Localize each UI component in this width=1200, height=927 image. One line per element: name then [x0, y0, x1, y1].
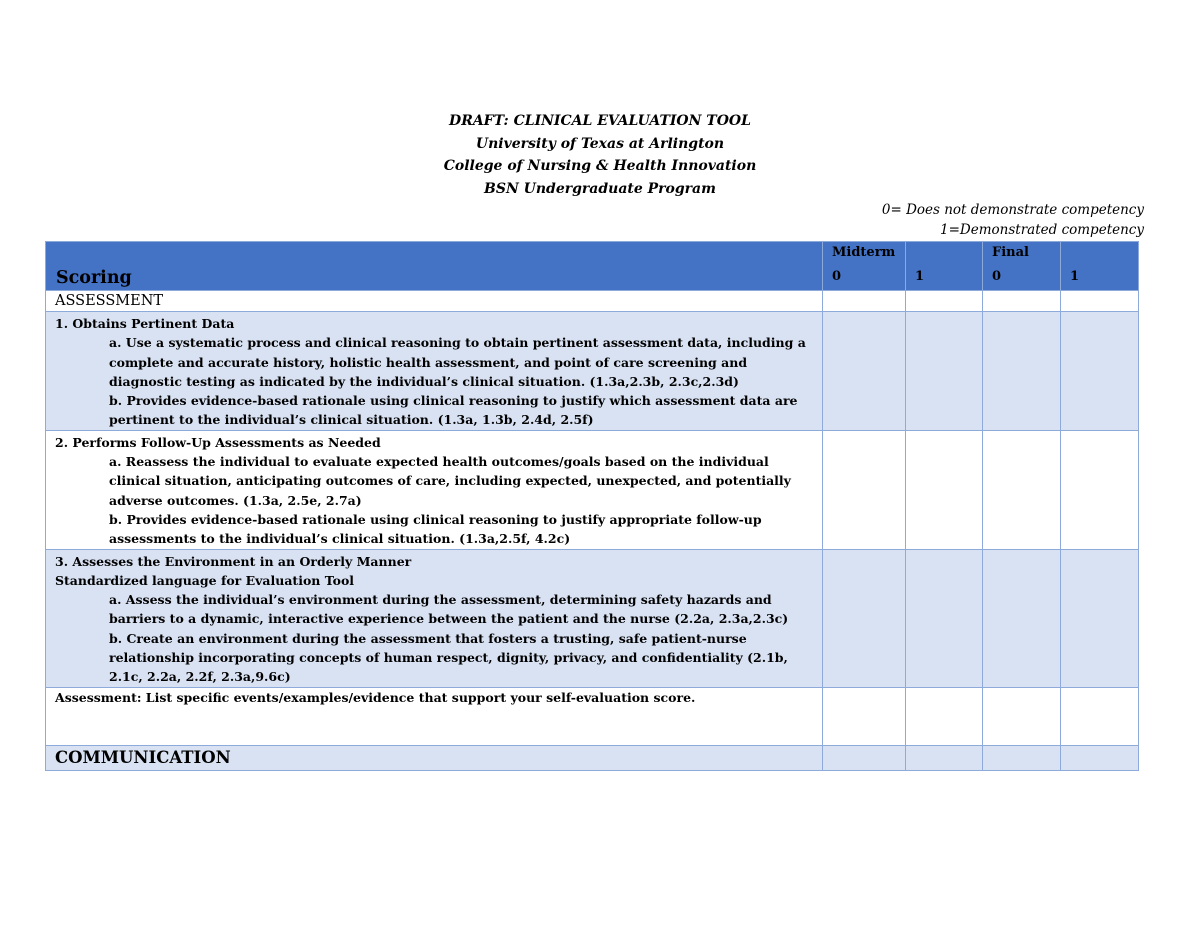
score-cell-midterm-0[interactable] — [823, 291, 906, 312]
item-2-title: 2. Performs Follow-Up Assessments as Needed — [55, 434, 381, 450]
section-assessment-title: ASSESSMENT — [46, 291, 823, 312]
score-cell-final-1[interactable] — [1061, 687, 1139, 745]
item-1-line: diagnostic testing as indicated by the individual’s clinical situation. (1.3a,2.3b, 2.3c,2.3d) — [109, 373, 739, 389]
midterm-score-1-label: 1 — [915, 269, 925, 284]
final-1-header — [1061, 242, 1139, 291]
score-cell-final-1[interactable] — [1061, 745, 1139, 770]
section-communication-title: COMMUNICATION — [46, 745, 823, 770]
score-cell-midterm-1[interactable] — [906, 430, 983, 549]
document-header — [0, 110, 1200, 200]
score-cell-final-0[interactable] — [983, 430, 1061, 549]
item-2-line: adverse outcomes. (1.3a, 2.5e, 2.7a) — [109, 492, 362, 508]
midterm-0-header — [823, 242, 906, 291]
table-row-evidence — [46, 687, 1139, 745]
legend-zero: 0= Does not demonstrate competency — [881, 202, 1144, 218]
score-cell-final-0[interactable] — [983, 312, 1061, 431]
item-3-line: b. Create an environment during the assessment that fosters a trusting, safe patient-nurse — [109, 630, 747, 646]
item-2-line: b. Provides evidence-based rationale using clinical reasoning to justify appropriate follow-up — [109, 511, 762, 527]
midterm-label: Midterm — [832, 245, 896, 260]
score-cell-final-1[interactable] — [1061, 430, 1139, 549]
legend-one: 1=Demonstrated competency — [940, 222, 1144, 238]
score-cell-midterm-1[interactable] — [906, 312, 983, 431]
item-3-title: 3. Assesses the Environment in an Orderly Manner — [55, 553, 412, 569]
header-university: University of Texas at Arlington — [475, 135, 725, 152]
item-2-line: assessments to the individual’s clinical situation. (1.3a,2.5f, 4.2c) — [109, 531, 571, 547]
header-title: DRAFT: CLINICAL EVALUATION TOOL — [449, 113, 751, 129]
item-2-cell — [46, 430, 823, 549]
item-1-line: pertinent to the individual’s clinical situation. (1.3a, 1.3b, 2.4d, 2.5f) — [109, 412, 594, 428]
item-1-line: a. Use a systematic process and clinical reasoning to obtain pertinent assessment data, including a — [109, 335, 806, 351]
header-college: College of Nursing & Health Innovation — [443, 158, 757, 174]
table-header-row — [46, 242, 1139, 291]
final-score-1-label: 1 — [1070, 269, 1080, 284]
item-1-line: complete and accurate history, holistic health assessment, and point of care screening and — [109, 354, 748, 370]
score-cell-final-1[interactable] — [1061, 549, 1139, 687]
table-row-item-3 — [46, 549, 1139, 687]
item-3-cell — [46, 549, 823, 687]
section-row-assessment — [46, 291, 1139, 312]
final-0-header — [983, 242, 1061, 291]
score-cell-final-1[interactable] — [1061, 312, 1139, 431]
item-2-line: clinical situation, anticipating outcomes of care, including expected, unexpected, and potentially — [109, 473, 791, 489]
item-1-title: 1. Obtains Pertinent Data — [55, 316, 235, 331]
header-program: BSN Undergraduate Program — [484, 180, 716, 197]
midterm-score-0-label: 0 — [832, 269, 842, 284]
score-cell-final-0[interactable] — [983, 687, 1061, 745]
score-legend — [882, 200, 1144, 240]
score-cell-midterm-0[interactable] — [823, 687, 906, 745]
final-label: Final — [992, 245, 1029, 260]
score-cell-final-0[interactable] — [983, 745, 1061, 770]
score-cell-midterm-1[interactable] — [906, 291, 983, 312]
item-3-line: barriers to a dynamic, interactive experience between the patient and the nurse (2.2a, 2.3a,2.3c) — [109, 611, 789, 627]
final-score-0-label: 0 — [992, 269, 1002, 284]
score-cell-midterm-0[interactable] — [823, 549, 906, 687]
item-1-cell — [46, 312, 823, 431]
table-row-item-2 — [46, 430, 1139, 549]
evidence-prompt[interactable]: Assessment: List specific events/examples/evidence that support your self-evaluation score. — [46, 687, 823, 745]
item-1-line: b. Provides evidence-based rationale using clinical reasoning to justify which assessment data are — [109, 393, 798, 409]
score-cell-final-1[interactable] — [1061, 291, 1139, 312]
item-2-line: a. Reassess the individual to evaluate expected health outcomes/goals based on the individual — [109, 454, 769, 470]
section-row-communication — [46, 745, 1139, 770]
score-cell-midterm-0[interactable] — [823, 430, 906, 549]
item-3-line: relationship incorporating concepts of human respect, dignity, privacy, and confidentiality (2.1b, — [109, 650, 788, 666]
item-3-line: 2.1c, 2.2a, 2.2f, 2.3a,9.6c) — [109, 669, 291, 685]
midterm-1-header — [906, 242, 983, 291]
scoring-header: Scoring — [46, 242, 823, 291]
score-cell-midterm-1[interactable] — [906, 549, 983, 687]
evaluation-table — [45, 241, 1139, 771]
item-3-subtitle: Standardized language for Evaluation Tool — [55, 572, 355, 588]
score-cell-final-0[interactable] — [983, 291, 1061, 312]
score-cell-final-0[interactable] — [983, 549, 1061, 687]
item-3-line: a. Assess the individual’s environment during the assessment, determining safety hazards and — [109, 592, 772, 608]
score-cell-midterm-1[interactable] — [906, 687, 983, 745]
score-cell-midterm-0[interactable] — [823, 312, 906, 431]
score-cell-midterm-0[interactable] — [823, 745, 906, 770]
score-cell-midterm-1[interactable] — [906, 745, 983, 770]
table-row-item-1 — [46, 312, 1139, 431]
